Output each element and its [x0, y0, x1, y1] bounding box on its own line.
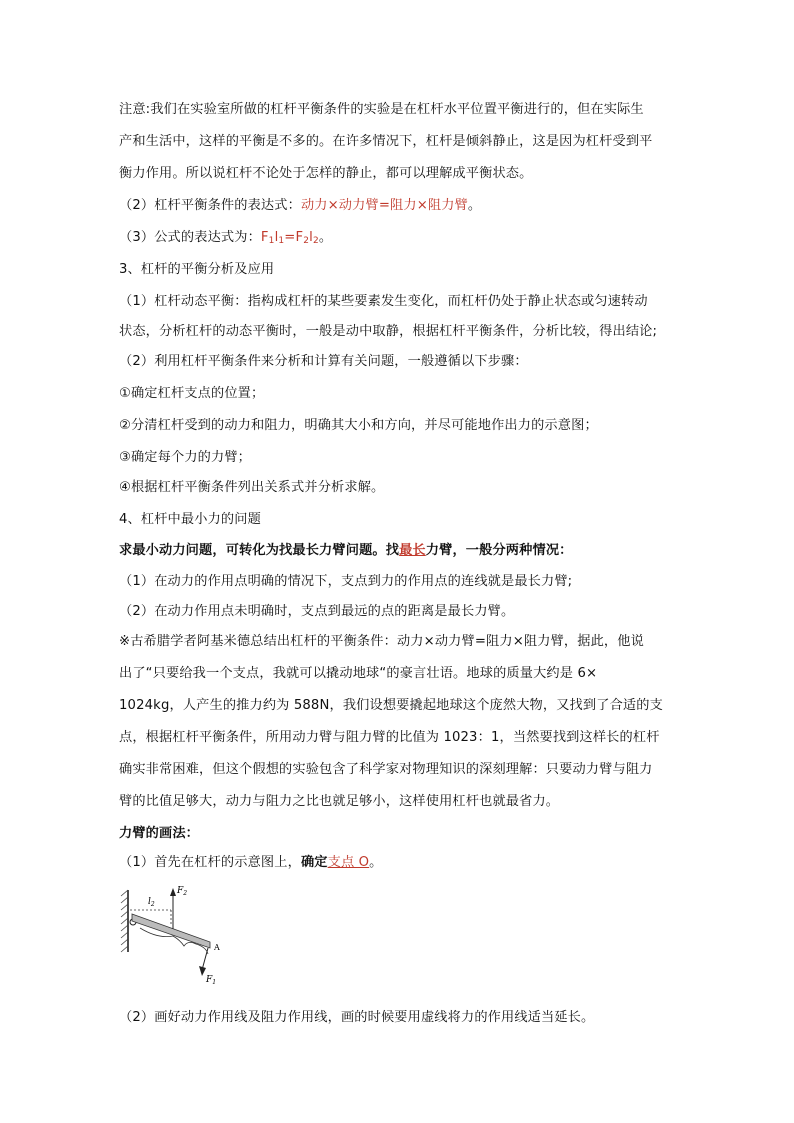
- dynamic-line-2: 状态，分析杠杆的动态平衡时，一般是动中取静，根据杠杆平衡条件，分析比较，得出结论;: [119, 324, 658, 339]
- formula-f2: F: [295, 230, 304, 245]
- expression-line: [119, 196, 684, 216]
- formula-l2-sub: 2: [312, 236, 319, 246]
- heading-4: 4、杠杆中最小力的问题: [119, 512, 261, 527]
- expression-formula: 动力×动力臂=阻力×阻力臂: [300, 198, 468, 213]
- formula-suffix: 。: [318, 230, 333, 245]
- draw-step-1-text: （1）首先在杠杆的示意图上，: [119, 855, 301, 870]
- formula-f1-sub: 1: [268, 236, 275, 246]
- formula-l2: l: [309, 230, 313, 245]
- formula-expression: [261, 230, 319, 245]
- draw-method-title: 力臂的画法：: [119, 826, 200, 841]
- point-a-label: A: [214, 943, 220, 952]
- min-force-summary: [119, 541, 684, 561]
- step-4: ④根据杠杆平衡条件列出关系式并分析求解。: [119, 480, 385, 495]
- step-1: ①确定杠杆支点的位置；: [119, 386, 265, 401]
- lever-diagram: [118, 884, 238, 984]
- formula-l1-sub: 1: [278, 236, 285, 246]
- expression-suffix: 。: [467, 198, 482, 213]
- step-3: ③确定每个力的力臂；: [119, 450, 252, 465]
- f2-arrowhead: [170, 888, 176, 896]
- min-force-summary-a: 求最小动力问题，可转化为找最长力臂问题。找: [119, 543, 400, 558]
- case-2: （2）在动力作用点未明确时，支点到最远的点的距离是最长力臂。: [119, 604, 515, 619]
- min-force-summary-b: 力臂，一般分两种情况：: [425, 543, 573, 558]
- min-force-summary-highlight: 最长: [399, 543, 426, 558]
- step-2: ②分清杠杆受到的动力和阻力，明确其大小和方向，并尽可能地作出力的示意图；: [119, 418, 598, 433]
- formula-prefix: （3）公式的表达式为：: [119, 230, 261, 245]
- draw-step-1-end: 。: [369, 855, 383, 870]
- l2-label: $l_2$: [148, 897, 155, 908]
- note-line-3: 衡力作用。所以说杠杆不论处于怎样的静止，都可以理解成平衡状态。: [119, 166, 533, 181]
- archimedes-line-6: 臂的比值足够大，动力与阻力之比也就足够小，这样使用杠杆也就最省力。: [119, 794, 560, 809]
- draw-step-1-fulcrum: 支点 O: [327, 855, 370, 870]
- f1-arrow-shaft: [202, 948, 208, 970]
- f2-label: $F_2$: [177, 886, 188, 897]
- draw-step-2: （2）画好动力作用线及阻力作用线，画的时候要用虚线将力的作用线适当延长。: [119, 1010, 595, 1025]
- formula-line: [119, 228, 684, 251]
- formula-equals: =: [284, 230, 296, 245]
- formula-f1: F: [260, 230, 269, 245]
- wall-hatching: [121, 890, 128, 952]
- note-line-1: 注意:我们在实验室所做的杠杆平衡条件的实验是在杠杆水平位置平衡进行的，但在实际生: [119, 102, 644, 117]
- expression-prefix: （2）杠杆平衡条件的表达式：: [119, 198, 301, 213]
- f1-arrowhead: [199, 966, 206, 976]
- heading-3: 3、杠杆的平衡分析及应用: [119, 262, 275, 277]
- archimedes-line-3: 1024kg，人产生的推力约为 588N，我们设想要撬起地球这个庞然大物，又找到了合适的支: [119, 698, 663, 713]
- archimedes-line-4: 点，根据杠杆平衡条件，所用动力臂与阻力臂的比值为 1023：1，当然要找到这样长的杠杆: [119, 730, 660, 745]
- archimedes-line-2: 出了“只要给我一个支点，我就可以撬动地球“的豪言壮语。地球的质量大约是 6×: [119, 666, 598, 681]
- draw-step-1-bold: 确定: [300, 855, 328, 870]
- archimedes-line-1: ※古希腊学者阿基米德总结出杠杆的平衡条件：动力×动力臂=阻力×阻力臂，据此，他说: [119, 634, 644, 649]
- draw-step-1: [119, 853, 684, 873]
- archimedes-line-5: 确实非常困难，但这个假想的实验包含了科学家对物理知识的深刻理解：只要动力臂与阻力: [119, 762, 653, 777]
- formula-l1: l: [274, 230, 279, 245]
- steps-intro: （2）利用杠杆平衡条件来分析和计算有关问题，一般遵循以下步骤：: [119, 354, 528, 369]
- f1-label: $F_1$: [206, 975, 217, 984]
- note-line-2: 产和生活中，这样的平衡是不多的。在许多情况下，杠杆是倾斜静止，这是因为杠杆受到平: [119, 134, 653, 149]
- dynamic-line-1: （1）杠杆动态平衡：指构成杠杆的某些要素发生变化，而杠杆仍处于静止状态或匀速转动: [119, 294, 648, 309]
- case-1: （1）在动力的作用点明确的情况下，支点到力的作用点的连线就是最长力臂;: [119, 574, 573, 589]
- formula-f2-sub: 2: [303, 236, 310, 246]
